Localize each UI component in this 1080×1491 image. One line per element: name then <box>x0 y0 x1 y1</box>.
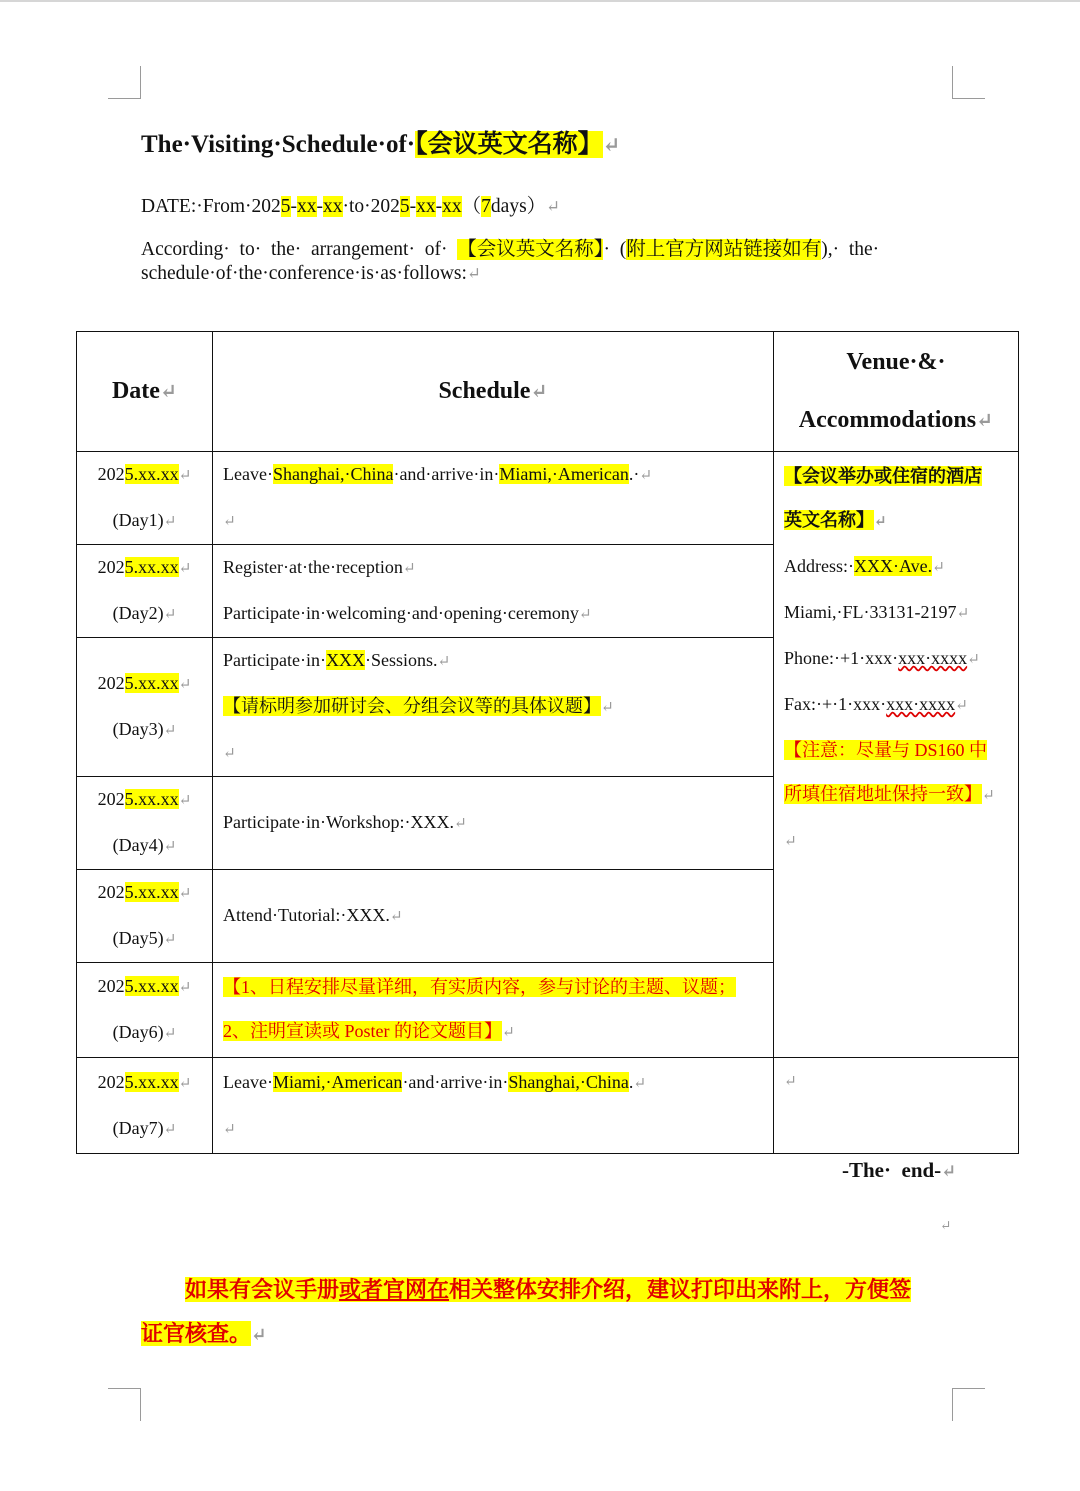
date-text: DATE:·From·202 <box>141 196 281 217</box>
paragraph-mark-icon: ↵ <box>159 381 178 403</box>
venue-note: 所填住宿地址保持一致】 <box>784 784 982 804</box>
schedule-text: .· <box>628 464 640 484</box>
date-line <box>141 190 560 218</box>
date-value: 202 <box>97 464 125 484</box>
schedule-text: Participate·in· <box>223 650 326 670</box>
schedule-highlight: Miami,·American <box>272 1071 403 1092</box>
schedule-cell: Leave·Shanghai,·China·and·arrive·in·Miami,·American.·↵ ↵ <box>213 452 774 545</box>
schedule-text: ·and·arrive·in· <box>402 1071 509 1092</box>
header-date <box>77 332 213 452</box>
venue-cell-empty: ↵ <box>774 1058 1019 1154</box>
date-highlight: xx <box>323 196 343 217</box>
venue-address-value: XXX·Ave. <box>854 556 933 576</box>
schedule-topic-placeholder: 【请标明参加研讨会、分组会议等的具体议题】 <box>223 696 601 716</box>
schedule-text: Participate·in·Workshop:·XXX. <box>223 812 454 832</box>
date-text: （ <box>461 196 482 217</box>
table-row <box>77 1058 1019 1154</box>
day-label: (Day7) <box>112 1117 164 1138</box>
date-value: 202 <box>97 1071 125 1092</box>
title-conference-name: 【会议英文名称】 <box>415 131 603 158</box>
date-highlight: xx <box>442 196 462 217</box>
date-value: 202 <box>97 789 125 809</box>
schedule-cell: 【1、日程安排尽量详细，有实质内容，参与讨论的主题、议题； 2、注明宣读或 Poster 的论文题目】↵ <box>213 963 774 1058</box>
end-text: -The· end- <box>842 1158 942 1182</box>
schedule-text: . <box>628 1071 634 1092</box>
header-accommodations-label: Accommodations <box>798 407 977 433</box>
day-label: (Day2) <box>112 603 164 623</box>
intro-line-1 <box>141 233 879 261</box>
footer-note-text: 相关整体安排介绍，建议打印出来附上，方便签 <box>449 1277 912 1302</box>
schedule-highlight: Shanghai,·China <box>508 1071 629 1092</box>
date-value-highlight: 5.xx.xx <box>124 882 179 902</box>
date-highlight: xx <box>416 196 436 217</box>
day-label: (Day4) <box>112 835 164 855</box>
paragraph-mark-icon: ↵ <box>976 410 994 432</box>
crop-mark-top-right <box>952 66 985 99</box>
header-date-label: Date <box>111 378 160 404</box>
schedule-text: Participate·in·welcoming·and·opening·ceremony <box>223 603 579 623</box>
venue-address-label: Address:· <box>784 556 854 576</box>
intro-text: · ( <box>603 239 627 260</box>
document-title <box>141 124 620 160</box>
date-text: - <box>290 196 297 217</box>
date-text: - <box>409 196 417 217</box>
paragraph-mark-icon: ↵ <box>602 133 621 157</box>
venue-note: 【注意：尽量与 DS160 中 <box>784 740 988 760</box>
date-value-highlight: 5.xx.xx <box>124 673 179 693</box>
schedule-highlight: XXX <box>325 650 365 670</box>
footer-note-text: 或者官网在 <box>339 1277 450 1302</box>
intro-line-2 <box>141 263 481 285</box>
paragraph-mark-icon: ↵ <box>530 381 548 403</box>
table-header-row <box>77 332 1019 452</box>
date-text: days） <box>490 196 547 217</box>
title-prefix: The·Visiting·Schedule·of· <box>141 131 416 158</box>
date-value-highlight: 5.xx.xx <box>124 1071 179 1092</box>
schedule-table <box>76 331 1019 1154</box>
day-label: (Day1) <box>112 510 164 530</box>
date-value-highlight: 5.xx.xx <box>124 789 179 809</box>
intro-website-placeholder: 附上官方网站链接如有 <box>626 239 822 260</box>
table-row <box>77 452 1019 545</box>
intro-text: schedule·of·the·conference·is·as·follows: <box>141 263 467 284</box>
date-value-highlight: 5.xx.xx <box>124 557 179 577</box>
date-cell: 2025.xx.xx↵ (Day4)↵ <box>77 777 213 870</box>
intro-text: ),· the· <box>821 239 880 260</box>
footer-note-text: 如果有会议手册 <box>185 1277 340 1302</box>
date-cell: 2025.xx.xx↵ (Day3)↵ <box>77 638 213 777</box>
day-label: (Day6) <box>112 1022 164 1042</box>
footer-note: 如果有会议手册或者官网在相关整体安排介绍，建议打印出来附上，方便签 证官核查。↵ <box>141 1277 912 1346</box>
date-text: - <box>316 196 323 217</box>
venue-phone: Phone:·+1·xxx· <box>784 648 899 668</box>
schedule-highlight: Shanghai,·China <box>272 464 394 484</box>
schedule-text: Leave· <box>223 464 273 484</box>
schedule-cell: Participate·in·XXX·Sessions.↵ 【请标明参加研讨会、分组会议等的具体议题】↵ ↵ <box>213 638 774 777</box>
the-end-label: -The· end-↵ <box>842 1158 957 1182</box>
schedule-note: 2、注明宣读或 Poster 的论文题目】 <box>223 1021 502 1041</box>
date-value: 202 <box>97 976 125 996</box>
date-cell: 2025.xx.xx↵ (Day1)↵ <box>77 452 213 545</box>
schedule-cell: Attend·Tutorial:·XXX.↵ <box>213 870 774 963</box>
header-venue <box>774 332 1019 452</box>
date-value-highlight: 5.xx.xx <box>124 464 179 484</box>
venue-hotel-placeholder: 【会议举办或住宿的酒店 <box>784 466 982 486</box>
venue-fax-number: xxx·xxxx <box>886 694 956 714</box>
schedule-cell: Register·at·the·reception↵ Participate·in·welcoming·and·opening·ceremony↵ <box>213 545 774 638</box>
schedule-note: 【1、日程安排尽量详细，有实质内容，参与讨论的主题、议题； <box>223 977 736 997</box>
paragraph-mark-icon: ↵ <box>466 264 481 283</box>
venue-city: Miami,·FL·33131-2197 <box>784 602 957 622</box>
header-venue-label: Venue·&· <box>846 349 946 375</box>
intro-text: According· to· the· arrangement· of· <box>141 239 458 260</box>
schedule-cell: Leave·Miami,·American·and·arrive·in·Shanghai,·China.↵ ↵ <box>213 1058 774 1154</box>
date-value: 202 <box>97 673 125 693</box>
date-cell: 2025.xx.xx↵ (Day5)↵ <box>77 870 213 963</box>
date-text: - <box>435 196 443 217</box>
crop-mark-bottom-left <box>108 1388 141 1421</box>
schedule-text: Register·at·the·reception <box>223 557 403 577</box>
schedule-text: ·and·arrive·in· <box>393 464 500 484</box>
header-schedule <box>213 332 774 452</box>
day-label: (Day5) <box>112 928 164 948</box>
intro-conference-name: 【会议英文名称】 <box>457 239 604 260</box>
paragraph-mark-icon: ↵ <box>940 1218 952 1233</box>
venue-phone-number: xxx·xxxx <box>898 648 968 668</box>
date-highlight: 7 <box>481 196 491 217</box>
paragraph-mark-icon: ↵ <box>546 197 561 216</box>
date-cell: 2025.xx.xx↵ (Day6)↵ <box>77 963 213 1058</box>
date-highlight: 5 <box>280 196 291 217</box>
date-cell: 2025.xx.xx↵ (Day7)↵ <box>77 1058 213 1154</box>
date-highlight: xx <box>297 196 317 217</box>
crop-mark-bottom-right <box>952 1388 985 1421</box>
day-label: (Day3) <box>112 719 164 739</box>
window-top-border <box>0 0 1080 2</box>
schedule-text: Leave· <box>223 1071 273 1092</box>
date-highlight: 5 <box>399 196 410 217</box>
schedule-text: ·Sessions. <box>364 650 438 670</box>
venue-fax: Fax:·+·1·xxx· <box>784 694 887 714</box>
schedule-cell: Participate·in·Workshop:·XXX.↵ <box>213 777 774 870</box>
date-text: ·to·202 <box>342 196 400 217</box>
venue-cell: 【会议举办或住宿的酒店 英文名称】↵ Address:·XXX·Ave.↵ Miami,·FL·33131-2197↵ Phone:·+1·xxx·xxx·xxxx↵ Fax:·+·1·xxx·xxx·xxxx↵ 【注意：尽量与 DS160 中 所填住宿地址保持一致】↵ ↵ <box>774 452 1019 1058</box>
schedule-highlight: Miami,·American <box>499 464 629 484</box>
date-value: 202 <box>97 882 125 902</box>
venue-hotel-placeholder: 英文名称】 <box>784 510 874 530</box>
date-cell: 2025.xx.xx↵ (Day2)↵ <box>77 545 213 638</box>
date-value-highlight: 5.xx.xx <box>124 976 179 996</box>
footer-note-text: 证官核查。 <box>141 1321 252 1346</box>
date-value: 202 <box>97 557 125 577</box>
header-schedule-label: Schedule <box>438 378 531 404</box>
crop-mark-top-left <box>108 66 141 99</box>
schedule-text: Attend·Tutorial:·XXX. <box>223 905 390 925</box>
